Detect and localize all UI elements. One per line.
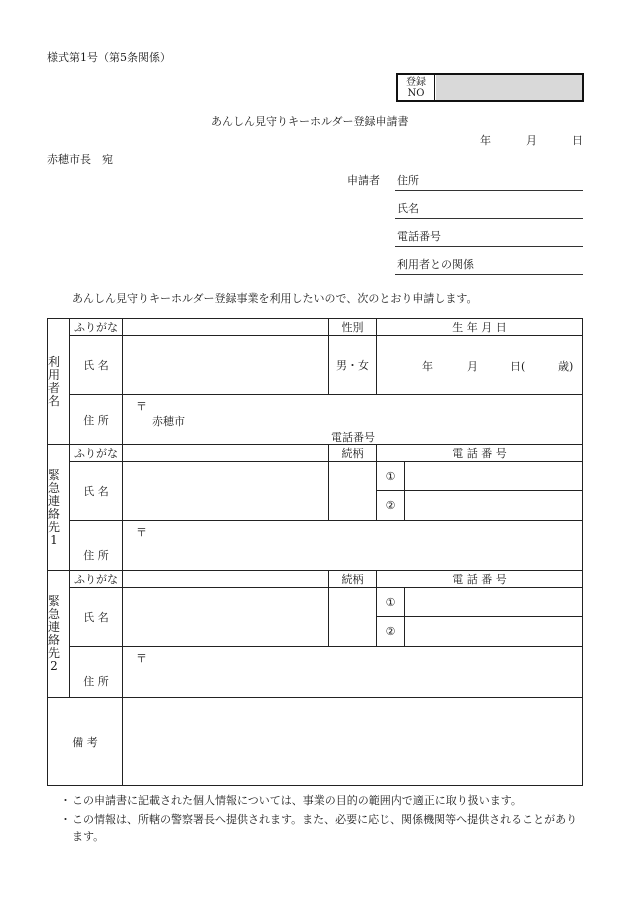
note-bullet: ・ xyxy=(60,794,71,807)
date-day: 日 xyxy=(572,134,583,147)
emergency1-postal-mark: 〒 xyxy=(136,526,147,539)
emergency2-section-label: 緊急連絡先2 xyxy=(48,571,70,698)
registration-label: 登録 NO xyxy=(398,75,435,100)
emergency1-phone1-field[interactable] xyxy=(405,462,583,491)
user-section-label: 利用者名 xyxy=(48,319,70,445)
user-address-field[interactable] xyxy=(123,395,583,445)
applicant-relation-label: 利用者との関係 xyxy=(397,258,474,271)
emergency1-furigana-field[interactable] xyxy=(123,445,329,462)
emergency1-furigana-label: ふりがな xyxy=(70,445,123,462)
applicant-address-line[interactable] xyxy=(395,190,583,191)
emergency1-phone1-label: ① xyxy=(377,462,405,491)
applicant-address-label: 住所 xyxy=(397,174,419,187)
intro-text: あんしん見守りキーホルダー登録事業を利用したいので、次のとおり申請します。 xyxy=(72,292,478,305)
emergency1-name-field[interactable] xyxy=(123,462,329,521)
emergency2-address-field[interactable] xyxy=(123,647,583,698)
emergency2-phone1-label: ① xyxy=(377,588,405,617)
applicant-phone-label: 電話番号 xyxy=(397,230,441,243)
form-number: 様式第1号（第5条関係） xyxy=(47,51,171,64)
postal-mark: 〒 xyxy=(136,400,147,413)
date-month: 月 xyxy=(526,134,537,147)
city-name: 赤穂市 xyxy=(152,415,185,428)
user-birthdate-field[interactable] xyxy=(377,336,583,395)
application-table xyxy=(47,318,583,786)
emergency2-relation-field[interactable] xyxy=(329,588,377,647)
user-gender-header: 性別 xyxy=(329,319,377,336)
emergency2-name-label: 氏 名 xyxy=(70,588,123,647)
emergency1-phone-header: 電 話 番 号 xyxy=(377,445,583,462)
user-name-field[interactable] xyxy=(123,336,329,395)
applicant-relation-line[interactable] xyxy=(395,274,583,275)
emergency1-phone2-label: ② xyxy=(377,491,405,521)
note-item xyxy=(60,792,588,809)
emergency1-name-label: 氏 名 xyxy=(70,462,123,521)
emergency2-postal-mark: 〒 xyxy=(136,652,147,665)
user-phone-label: 電話番号 xyxy=(331,431,375,444)
applicant-name-line[interactable] xyxy=(395,218,583,219)
addressee: 赤穂市長 宛 xyxy=(47,153,113,166)
emergency2-furigana-label: ふりがな xyxy=(70,571,123,588)
emergency2-name-field[interactable] xyxy=(123,588,329,647)
emergency2-phone2-label: ② xyxy=(377,617,405,647)
user-birth-header: 生 年 月 日 xyxy=(377,319,583,336)
notes xyxy=(60,792,588,845)
remarks-label: 備 考 xyxy=(48,698,123,786)
applicant-label: 申請者 xyxy=(347,174,380,187)
registration-number-field[interactable] xyxy=(436,75,582,100)
emergency1-relation-header: 続柄 xyxy=(329,445,377,462)
age: 歳) xyxy=(558,360,574,373)
note-item xyxy=(60,811,588,845)
emergency2-relation-header: 続柄 xyxy=(329,571,377,588)
applicant-phone-line[interactable] xyxy=(395,246,583,247)
user-address-label: 住 所 xyxy=(70,395,123,445)
emergency2-address-label: 住 所 xyxy=(70,647,123,698)
registration-number-box xyxy=(396,73,584,102)
birth-day: 日( xyxy=(510,360,526,373)
note-text: この情報は、所轄の警察署長へ提供されます。また、必要に応じ、関係機関等へ提供されることがあります。 xyxy=(72,813,578,843)
note-bullet: ・ xyxy=(60,813,71,826)
user-furigana-label: ふりがな xyxy=(70,319,123,336)
emergency1-phone2-field[interactable] xyxy=(405,491,583,521)
emergency2-phone-header: 電 話 番 号 xyxy=(377,571,583,588)
remarks-field[interactable] xyxy=(123,698,583,786)
user-name-label: 氏 名 xyxy=(70,336,123,395)
emergency2-phone2-field[interactable] xyxy=(405,617,583,647)
form-title: あんしん見守りキーホルダー登録申請書 xyxy=(211,115,409,128)
date-year: 年 xyxy=(480,134,491,147)
emergency1-section-label: 緊急連絡先1 xyxy=(48,445,70,571)
applicant-name-label: 氏名 xyxy=(397,202,419,215)
emergency1-relation-field[interactable] xyxy=(329,462,377,521)
user-furigana-field[interactable] xyxy=(123,319,329,336)
birth-year: 年 xyxy=(422,360,433,373)
emergency1-address-label: 住 所 xyxy=(70,521,123,571)
emergency2-furigana-field[interactable] xyxy=(123,571,329,588)
note-text: この申請書に記載された個人情報については、事業の目的の範囲内で適正に取り扱います。 xyxy=(72,794,522,807)
emergency2-phone1-field[interactable] xyxy=(405,588,583,617)
birth-month: 月 xyxy=(467,360,478,373)
emergency1-address-field[interactable] xyxy=(123,521,583,571)
user-gender-field[interactable]: 男・女 xyxy=(329,336,377,395)
